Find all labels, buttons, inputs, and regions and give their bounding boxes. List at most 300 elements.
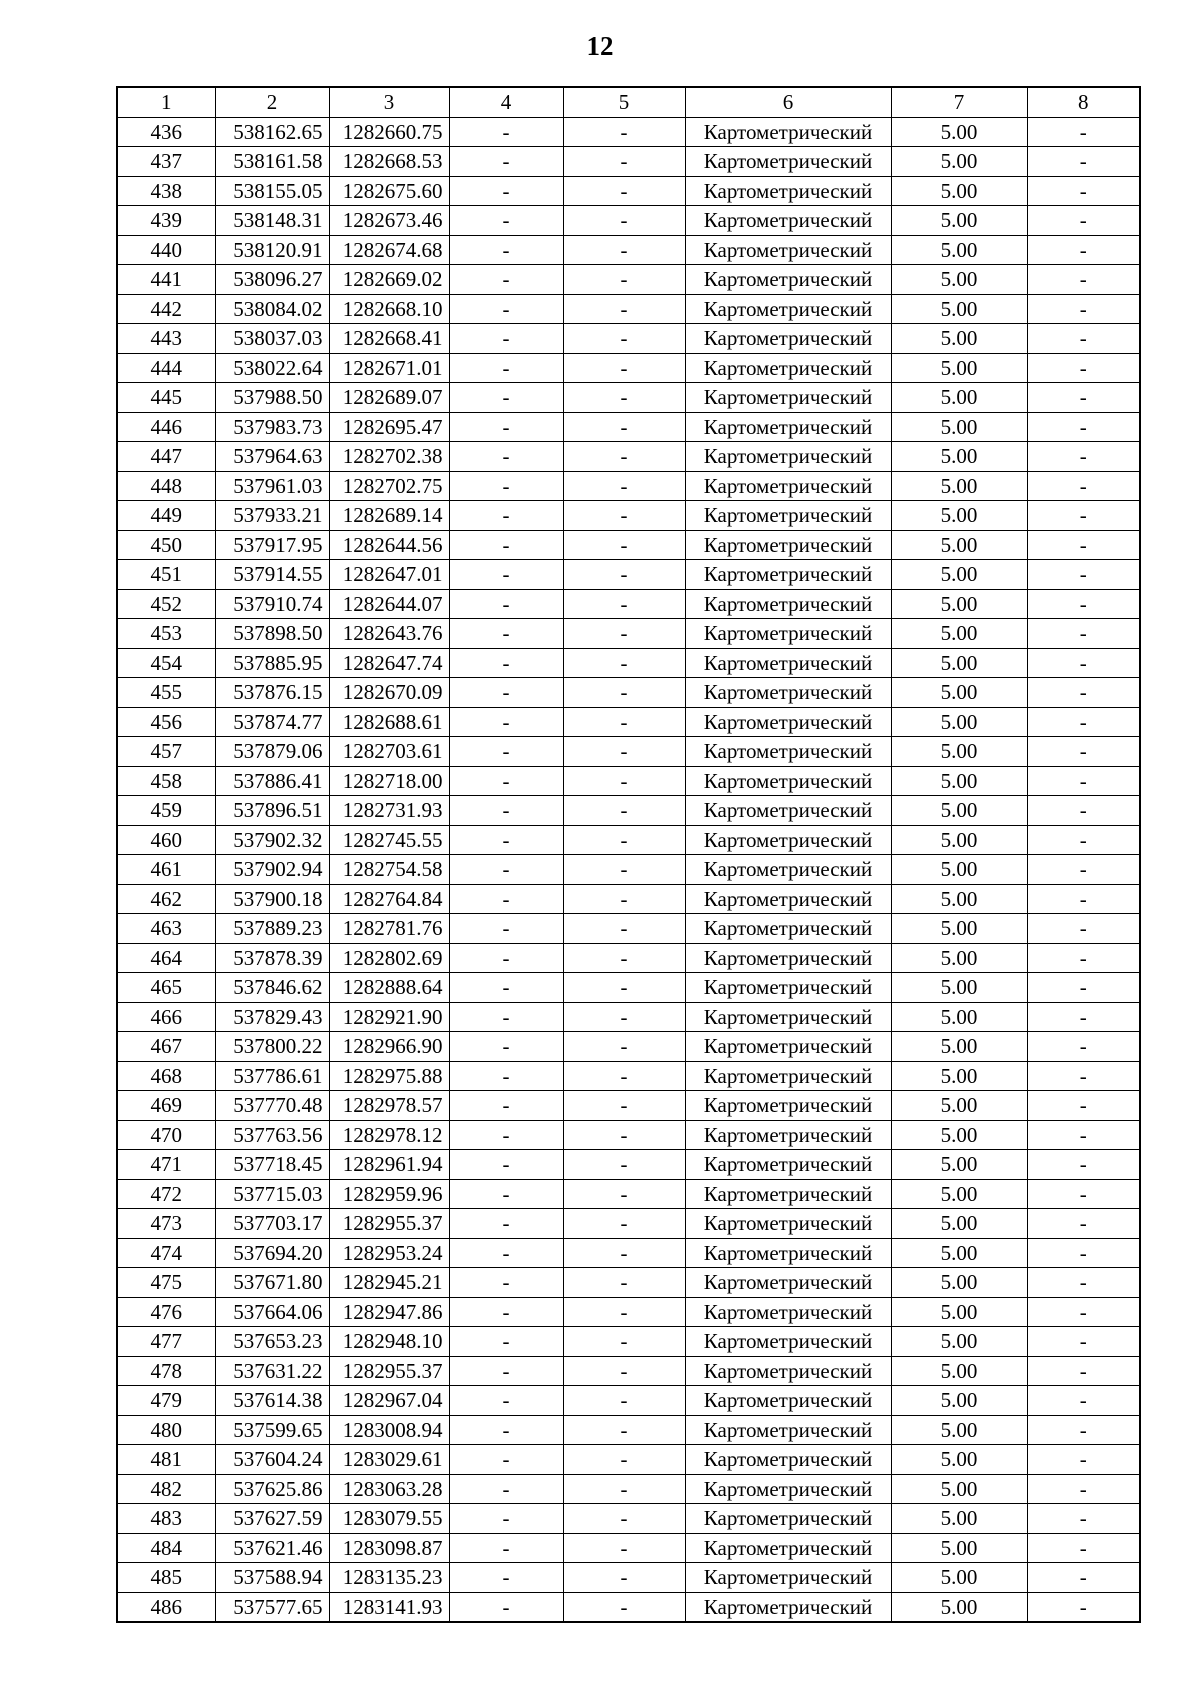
col8-cell: - [1027,294,1140,324]
x-coordinate-cell: 537671.80 [215,1268,329,1298]
y-coordinate-cell: 1282955.37 [329,1209,449,1239]
point-number-cell: 466 [117,1002,215,1032]
col8-cell: - [1027,1563,1140,1593]
col5-cell: - [563,1563,685,1593]
table-row [117,1120,1140,1150]
accuracy-cell: 5.00 [891,1120,1027,1150]
col8-cell: - [1027,678,1140,708]
col4-cell: - [449,1445,563,1475]
col4-cell: - [449,353,563,383]
point-number-cell: 486 [117,1592,215,1622]
x-coordinate-cell: 537896.51 [215,796,329,826]
x-coordinate-cell: 538161.58 [215,147,329,177]
col4-cell: - [449,1327,563,1357]
col5-cell: - [563,914,685,944]
point-number-cell: 438 [117,176,215,206]
table-row [117,412,1140,442]
col5-cell: - [563,943,685,973]
col8-cell: - [1027,1150,1140,1180]
point-number-cell: 447 [117,442,215,472]
accuracy-cell: 5.00 [891,707,1027,737]
method-cell: Картометрический [685,501,891,531]
col8-cell: - [1027,176,1140,206]
col5-cell: - [563,412,685,442]
accuracy-cell: 5.00 [891,147,1027,177]
point-number-cell: 459 [117,796,215,826]
method-cell: Картометрический [685,1238,891,1268]
y-coordinate-cell: 1282670.09 [329,678,449,708]
x-coordinate-cell: 537988.50 [215,383,329,413]
col4-cell: - [449,589,563,619]
accuracy-cell: 5.00 [891,1445,1027,1475]
table-row [117,589,1140,619]
y-coordinate-cell: 1282669.02 [329,265,449,295]
col8-cell: - [1027,589,1140,619]
method-cell: Картометрический [685,1268,891,1298]
y-coordinate-cell: 1282689.07 [329,383,449,413]
point-number-cell: 441 [117,265,215,295]
point-number-cell: 436 [117,117,215,147]
method-cell: Картометрический [685,442,891,472]
table-row [117,1032,1140,1062]
accuracy-cell: 5.00 [891,1356,1027,1386]
header-cell: 4 [449,87,563,117]
method-cell: Картометрический [685,206,891,236]
method-cell: Картометрический [685,707,891,737]
method-cell: Картометрический [685,1563,891,1593]
col5-cell: - [563,884,685,914]
x-coordinate-cell: 537627.59 [215,1504,329,1534]
x-coordinate-cell: 537983.73 [215,412,329,442]
accuracy-cell: 5.00 [891,1592,1027,1622]
y-coordinate-cell: 1282660.75 [329,117,449,147]
method-cell: Картометрический [685,1091,891,1121]
accuracy-cell: 5.00 [891,678,1027,708]
col4-cell: - [449,294,563,324]
point-number-cell: 474 [117,1238,215,1268]
col8-cell: - [1027,1179,1140,1209]
method-cell: Картометрический [685,855,891,885]
col4-cell: - [449,855,563,885]
method-cell: Картометрический [685,1415,891,1445]
point-number-cell: 445 [117,383,215,413]
col4-cell: - [449,1563,563,1593]
method-cell: Картометрический [685,1533,891,1563]
accuracy-cell: 5.00 [891,943,1027,973]
col5-cell: - [563,1356,685,1386]
col8-cell: - [1027,471,1140,501]
col4-cell: - [449,1061,563,1091]
col8-cell: - [1027,1238,1140,1268]
y-coordinate-cell: 1283098.87 [329,1533,449,1563]
x-coordinate-cell: 537964.63 [215,442,329,472]
y-coordinate-cell: 1282978.12 [329,1120,449,1150]
header-cell: 6 [685,87,891,117]
point-number-cell: 475 [117,1268,215,1298]
col4-cell: - [449,1268,563,1298]
col5-cell: - [563,501,685,531]
x-coordinate-cell: 537715.03 [215,1179,329,1209]
x-coordinate-cell: 537846.62 [215,973,329,1003]
accuracy-cell: 5.00 [891,265,1027,295]
col5-cell: - [563,1150,685,1180]
col8-cell: - [1027,442,1140,472]
point-number-cell: 444 [117,353,215,383]
x-coordinate-cell: 538148.31 [215,206,329,236]
point-number-cell: 458 [117,766,215,796]
accuracy-cell: 5.00 [891,1032,1027,1062]
table-row [117,530,1140,560]
x-coordinate-cell: 537599.65 [215,1415,329,1445]
point-number-cell: 471 [117,1150,215,1180]
y-coordinate-cell: 1282802.69 [329,943,449,973]
col5-cell: - [563,737,685,767]
y-coordinate-cell: 1282644.07 [329,589,449,619]
accuracy-cell: 5.00 [891,560,1027,590]
point-number-cell: 451 [117,560,215,590]
method-cell: Картометрический [685,353,891,383]
col5-cell: - [563,648,685,678]
point-number-cell: 457 [117,737,215,767]
accuracy-cell: 5.00 [891,1563,1027,1593]
col8-cell: - [1027,324,1140,354]
col5-cell: - [563,294,685,324]
table-row [117,943,1140,973]
method-cell: Картометрический [685,1445,891,1475]
accuracy-cell: 5.00 [891,737,1027,767]
accuracy-cell: 5.00 [891,324,1027,354]
method-cell: Картометрический [685,884,891,914]
col8-cell: - [1027,383,1140,413]
x-coordinate-cell: 537902.32 [215,825,329,855]
col5-cell: - [563,1474,685,1504]
point-number-cell: 473 [117,1209,215,1239]
y-coordinate-cell: 1283063.28 [329,1474,449,1504]
x-coordinate-cell: 537614.38 [215,1386,329,1416]
table-row [117,884,1140,914]
col4-cell: - [449,560,563,590]
table-row [117,147,1140,177]
x-coordinate-cell: 537694.20 [215,1238,329,1268]
x-coordinate-cell: 537910.74 [215,589,329,619]
method-cell: Картометрический [685,471,891,501]
accuracy-cell: 5.00 [891,1091,1027,1121]
col4-cell: - [449,265,563,295]
x-coordinate-cell: 538096.27 [215,265,329,295]
x-coordinate-cell: 537621.46 [215,1533,329,1563]
col4-cell: - [449,619,563,649]
table-row [117,737,1140,767]
col4-cell: - [449,147,563,177]
col5-cell: - [563,678,685,708]
col5-cell: - [563,1386,685,1416]
col8-cell: - [1027,206,1140,236]
accuracy-cell: 5.00 [891,796,1027,826]
col5-cell: - [563,176,685,206]
col8-cell: - [1027,117,1140,147]
accuracy-cell: 5.00 [891,766,1027,796]
accuracy-cell: 5.00 [891,589,1027,619]
y-coordinate-cell: 1283008.94 [329,1415,449,1445]
method-cell: Картометрический [685,530,891,560]
accuracy-cell: 5.00 [891,412,1027,442]
y-coordinate-cell: 1282668.10 [329,294,449,324]
table-row [117,973,1140,1003]
table-row [117,1268,1140,1298]
col5-cell: - [563,1268,685,1298]
col8-cell: - [1027,530,1140,560]
col5-cell: - [563,766,685,796]
table-row [117,825,1140,855]
y-coordinate-cell: 1282703.61 [329,737,449,767]
col8-cell: - [1027,1091,1140,1121]
accuracy-cell: 5.00 [891,855,1027,885]
point-number-cell: 463 [117,914,215,944]
y-coordinate-cell: 1282695.47 [329,412,449,442]
x-coordinate-cell: 537588.94 [215,1563,329,1593]
col4-cell: - [449,412,563,442]
method-cell: Картометрический [685,1327,891,1357]
table-row [117,766,1140,796]
col4-cell: - [449,442,563,472]
method-cell: Картометрический [685,1150,891,1180]
y-coordinate-cell: 1282754.58 [329,855,449,885]
method-cell: Картометрический [685,1592,891,1622]
col4-cell: - [449,1415,563,1445]
col8-cell: - [1027,1297,1140,1327]
y-coordinate-cell: 1282647.74 [329,648,449,678]
accuracy-cell: 5.00 [891,914,1027,944]
table-row [117,1209,1140,1239]
col8-cell: - [1027,1356,1140,1386]
col4-cell: - [449,1179,563,1209]
col4-cell: - [449,914,563,944]
y-coordinate-cell: 1282674.68 [329,235,449,265]
col5-cell: - [563,1297,685,1327]
x-coordinate-cell: 537900.18 [215,884,329,914]
method-cell: Картометрический [685,943,891,973]
accuracy-cell: 5.00 [891,383,1027,413]
col8-cell: - [1027,1120,1140,1150]
point-number-cell: 485 [117,1563,215,1593]
col8-cell: - [1027,235,1140,265]
accuracy-cell: 5.00 [891,501,1027,531]
page-number: 12 [586,31,614,61]
col4-cell: - [449,1209,563,1239]
table-row [117,1327,1140,1357]
col8-cell: - [1027,265,1140,295]
col5-cell: - [563,796,685,826]
point-number-cell: 452 [117,589,215,619]
table-row [117,619,1140,649]
col5-cell: - [563,707,685,737]
method-cell: Картометрический [685,324,891,354]
table-row [117,206,1140,236]
table-row [117,1091,1140,1121]
y-coordinate-cell: 1282781.76 [329,914,449,944]
y-coordinate-cell: 1282668.53 [329,147,449,177]
col5-cell: - [563,1327,685,1357]
col4-cell: - [449,176,563,206]
x-coordinate-cell: 538120.91 [215,235,329,265]
col5-cell: - [563,1120,685,1150]
method-cell: Картометрический [685,1061,891,1091]
table-row [117,176,1140,206]
table-row [117,1150,1140,1180]
point-number-cell: 462 [117,884,215,914]
point-number-cell: 450 [117,530,215,560]
col5-cell: - [563,1091,685,1121]
y-coordinate-cell: 1282978.57 [329,1091,449,1121]
col5-cell: - [563,147,685,177]
accuracy-cell: 5.00 [891,471,1027,501]
method-cell: Картометрический [685,648,891,678]
accuracy-cell: 5.00 [891,1238,1027,1268]
accuracy-cell: 5.00 [891,648,1027,678]
table-row [117,1563,1140,1593]
point-number-cell: 449 [117,501,215,531]
y-coordinate-cell: 1283079.55 [329,1504,449,1534]
col4-cell: - [449,383,563,413]
accuracy-cell: 5.00 [891,1061,1027,1091]
point-number-cell: 439 [117,206,215,236]
col5-cell: - [563,324,685,354]
method-cell: Картометрический [685,589,891,619]
point-number-cell: 480 [117,1415,215,1445]
x-coordinate-cell: 537961.03 [215,471,329,501]
point-number-cell: 468 [117,1061,215,1091]
col8-cell: - [1027,501,1140,531]
y-coordinate-cell: 1282945.21 [329,1268,449,1298]
y-coordinate-cell: 1283135.23 [329,1563,449,1593]
accuracy-cell: 5.00 [891,619,1027,649]
method-cell: Картометрический [685,619,891,649]
col5-cell: - [563,1032,685,1062]
col4-cell: - [449,471,563,501]
table-row [117,353,1140,383]
method-cell: Картометрический [685,766,891,796]
y-coordinate-cell: 1282959.96 [329,1179,449,1209]
accuracy-cell: 5.00 [891,1327,1027,1357]
col8-cell: - [1027,412,1140,442]
table-row [117,1002,1140,1032]
method-cell: Картометрический [685,1002,891,1032]
y-coordinate-cell: 1282731.93 [329,796,449,826]
method-cell: Картометрический [685,1356,891,1386]
x-coordinate-cell: 537604.24 [215,1445,329,1475]
col4-cell: - [449,1533,563,1563]
col5-cell: - [563,973,685,1003]
point-number-cell: 464 [117,943,215,973]
col8-cell: - [1027,560,1140,590]
col5-cell: - [563,117,685,147]
x-coordinate-cell: 537886.41 [215,766,329,796]
point-number-cell: 454 [117,648,215,678]
point-number-cell: 479 [117,1386,215,1416]
coordinates-table [116,86,1141,1623]
table-row [117,796,1140,826]
point-number-cell: 476 [117,1297,215,1327]
method-cell: Картометрический [685,1120,891,1150]
y-coordinate-cell: 1282764.84 [329,884,449,914]
point-number-cell: 446 [117,412,215,442]
method-cell: Картометрический [685,560,891,590]
method-cell: Картометрический [685,383,891,413]
method-cell: Картометрический [685,1032,891,1062]
col5-cell: - [563,383,685,413]
x-coordinate-cell: 537770.48 [215,1091,329,1121]
header-cell: 8 [1027,87,1140,117]
table-row [117,855,1140,885]
col4-cell: - [449,1356,563,1386]
method-cell: Картометрический [685,235,891,265]
method-cell: Картометрический [685,825,891,855]
x-coordinate-cell: 537917.95 [215,530,329,560]
accuracy-cell: 5.00 [891,206,1027,236]
col5-cell: - [563,442,685,472]
col8-cell: - [1027,766,1140,796]
col8-cell: - [1027,825,1140,855]
col8-cell: - [1027,648,1140,678]
accuracy-cell: 5.00 [891,1533,1027,1563]
method-cell: Картометрический [685,265,891,295]
col5-cell: - [563,1061,685,1091]
col8-cell: - [1027,914,1140,944]
y-coordinate-cell: 1282745.55 [329,825,449,855]
x-coordinate-cell: 537885.95 [215,648,329,678]
point-number-cell: 456 [117,707,215,737]
point-number-cell: 453 [117,619,215,649]
col4-cell: - [449,206,563,236]
accuracy-cell: 5.00 [891,1002,1027,1032]
x-coordinate-cell: 537829.43 [215,1002,329,1032]
x-coordinate-cell: 537800.22 [215,1032,329,1062]
col5-cell: - [563,855,685,885]
col8-cell: - [1027,1002,1140,1032]
col5-cell: - [563,560,685,590]
table-row [117,1297,1140,1327]
accuracy-cell: 5.00 [891,530,1027,560]
accuracy-cell: 5.00 [891,1268,1027,1298]
accuracy-cell: 5.00 [891,1415,1027,1445]
col4-cell: - [449,1150,563,1180]
x-coordinate-cell: 537902.94 [215,855,329,885]
method-cell: Картометрический [685,678,891,708]
table-row [117,1415,1140,1445]
header-cell: 5 [563,87,685,117]
method-cell: Картометрический [685,117,891,147]
method-cell: Картометрический [685,1179,891,1209]
col8-cell: - [1027,619,1140,649]
accuracy-cell: 5.00 [891,825,1027,855]
col4-cell: - [449,1297,563,1327]
accuracy-cell: 5.00 [891,1474,1027,1504]
y-coordinate-cell: 1282888.64 [329,973,449,1003]
point-number-cell: 481 [117,1445,215,1475]
x-coordinate-cell: 538084.02 [215,294,329,324]
col4-cell: - [449,766,563,796]
method-cell: Картометрический [685,412,891,442]
table-row [117,471,1140,501]
table-row [117,501,1140,531]
col5-cell: - [563,1592,685,1622]
col8-cell: - [1027,1032,1140,1062]
accuracy-cell: 5.00 [891,1386,1027,1416]
col4-cell: - [449,648,563,678]
col4-cell: - [449,678,563,708]
x-coordinate-cell: 537874.77 [215,707,329,737]
table-row [117,1445,1140,1475]
